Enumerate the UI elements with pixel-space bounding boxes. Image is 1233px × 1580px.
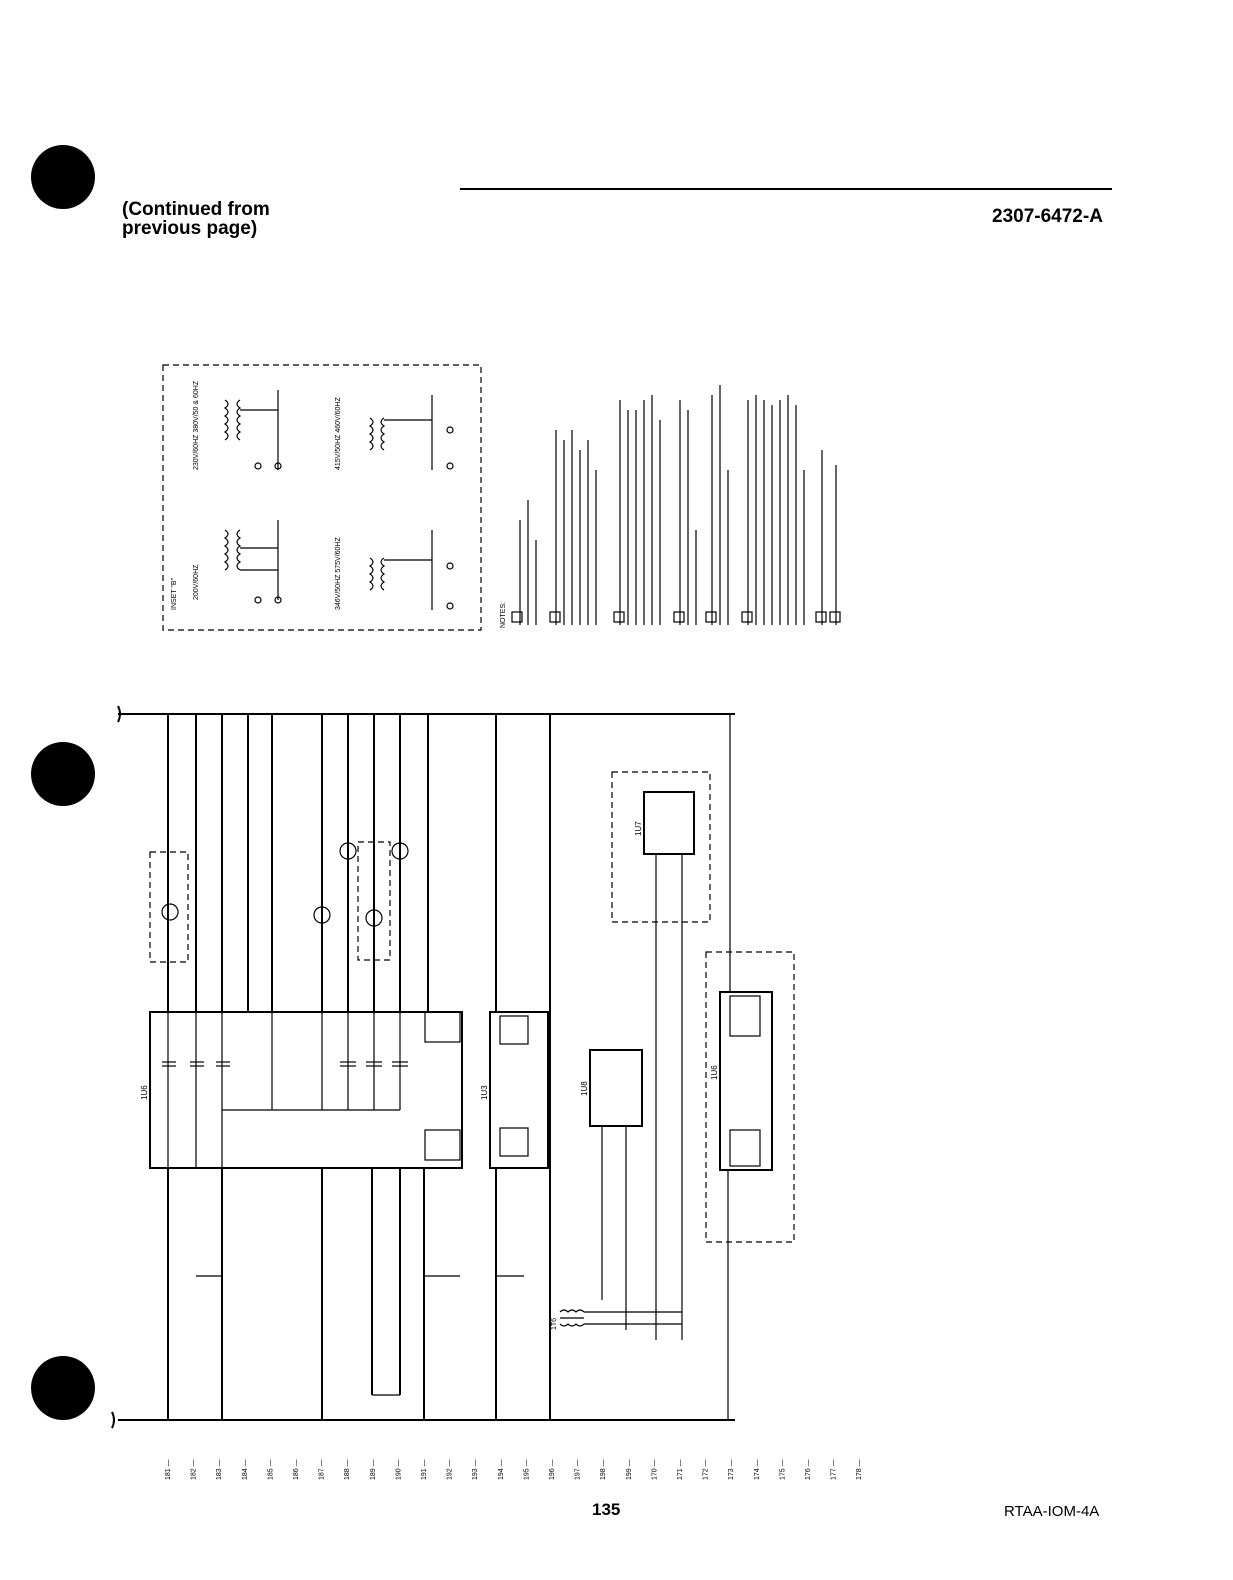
rung-number: 198 — xyxy=(600,1459,608,1480)
rung-number: 191 — xyxy=(421,1459,428,1480)
rung-number: 176 — xyxy=(805,1459,812,1480)
notes-title: NOTES: xyxy=(500,601,507,628)
transformer-1t6-label: 1T6 xyxy=(551,1317,558,1330)
module-1u6-contacts xyxy=(162,1012,408,1168)
rung-number: 173 — xyxy=(728,1459,736,1480)
module-1u8 xyxy=(590,1050,642,1126)
module-right-label: 1U6 xyxy=(710,1065,719,1080)
rung-number: 181 — xyxy=(165,1459,172,1480)
manual-id: RTAA-IOM-4A xyxy=(1004,1503,1100,1520)
transformer-1t6 xyxy=(560,1310,682,1326)
inset-transformer-3 xyxy=(335,530,453,610)
inset-b-label: INSET "B" xyxy=(171,577,178,610)
rung-number: 184 — xyxy=(241,1459,249,1480)
module-1u7-label: 1U7 xyxy=(634,821,643,836)
inset-voltage-3: 346V/50HZ 575V/60HZ xyxy=(335,537,342,610)
rung-number: 186 — xyxy=(293,1459,300,1480)
rung-number: 185 — xyxy=(267,1459,275,1480)
rung-number: 189 — xyxy=(369,1459,377,1480)
inset-b-box xyxy=(163,365,481,630)
rung-number-column xyxy=(165,1459,863,1480)
relay-coils xyxy=(162,843,408,926)
rung-number: 183 — xyxy=(216,1459,224,1480)
continued-line-2: previous page) xyxy=(122,218,258,239)
module-right-sub-2 xyxy=(730,1130,760,1166)
rung-number: 199 — xyxy=(625,1459,633,1480)
module-right xyxy=(720,992,772,1170)
rung-number: 182 — xyxy=(190,1459,198,1480)
rung-number: 177 — xyxy=(830,1459,838,1480)
module-1u3-label: 1U3 xyxy=(480,1085,489,1100)
inset-voltage-2: 230V/60HZ 380V/50 & 60HZ xyxy=(193,380,200,470)
rung-number: 170 — xyxy=(651,1459,659,1480)
inset-transformer-1 xyxy=(193,520,281,603)
rung-number: 190 — xyxy=(395,1459,403,1480)
lower-crossovers xyxy=(196,1276,728,1420)
rung-number: 174 — xyxy=(753,1459,761,1480)
rung-number: 195 — xyxy=(523,1459,531,1480)
rung-number: 172 — xyxy=(702,1459,710,1480)
page-number: 135 xyxy=(592,1500,621,1519)
rung-number: 187 — xyxy=(318,1459,326,1480)
inset-transformer-2 xyxy=(193,380,281,470)
module-1u3-sub-2 xyxy=(500,1128,528,1156)
module-1u7 xyxy=(644,792,694,854)
rung-number: 171 — xyxy=(677,1459,684,1480)
rung-number: 188 — xyxy=(344,1459,352,1480)
document-number: 2307-6472-A xyxy=(992,206,1103,227)
rung-number: 192 — xyxy=(446,1459,454,1480)
module-right-sub-1 xyxy=(730,996,760,1036)
module-1u6-sub-2 xyxy=(425,1130,460,1160)
module-1u6-main xyxy=(150,1012,462,1168)
module-1u6-sub-1 xyxy=(425,1012,460,1042)
rung-number: 178 — xyxy=(856,1459,864,1480)
note-markers xyxy=(512,612,840,622)
notes-text xyxy=(520,385,836,625)
rung-number: 194 — xyxy=(497,1459,505,1480)
rung-number: 175 — xyxy=(779,1459,787,1480)
rung-number: 197 — xyxy=(574,1459,582,1480)
continued-line-1: (Continued from xyxy=(122,199,270,220)
rung-number: 193 — xyxy=(472,1459,480,1480)
inset-transformer-4 xyxy=(335,395,453,470)
module-1u7-enclosure xyxy=(612,772,710,922)
inset-voltage-4: 415V/50HZ 460V/60HZ xyxy=(335,397,342,470)
rail-bottom-hook xyxy=(112,1412,114,1428)
rung-number: 196 — xyxy=(549,1459,556,1480)
module-1u8-label: 1U8 xyxy=(580,1081,589,1096)
module-1u3-sub-1 xyxy=(500,1016,528,1044)
module-1u3 xyxy=(490,1012,548,1168)
rung-wires xyxy=(168,714,550,1420)
inset-voltage-1: 200V/60HZ xyxy=(193,564,200,600)
module-1u6-label: 1U6 xyxy=(140,1085,149,1100)
